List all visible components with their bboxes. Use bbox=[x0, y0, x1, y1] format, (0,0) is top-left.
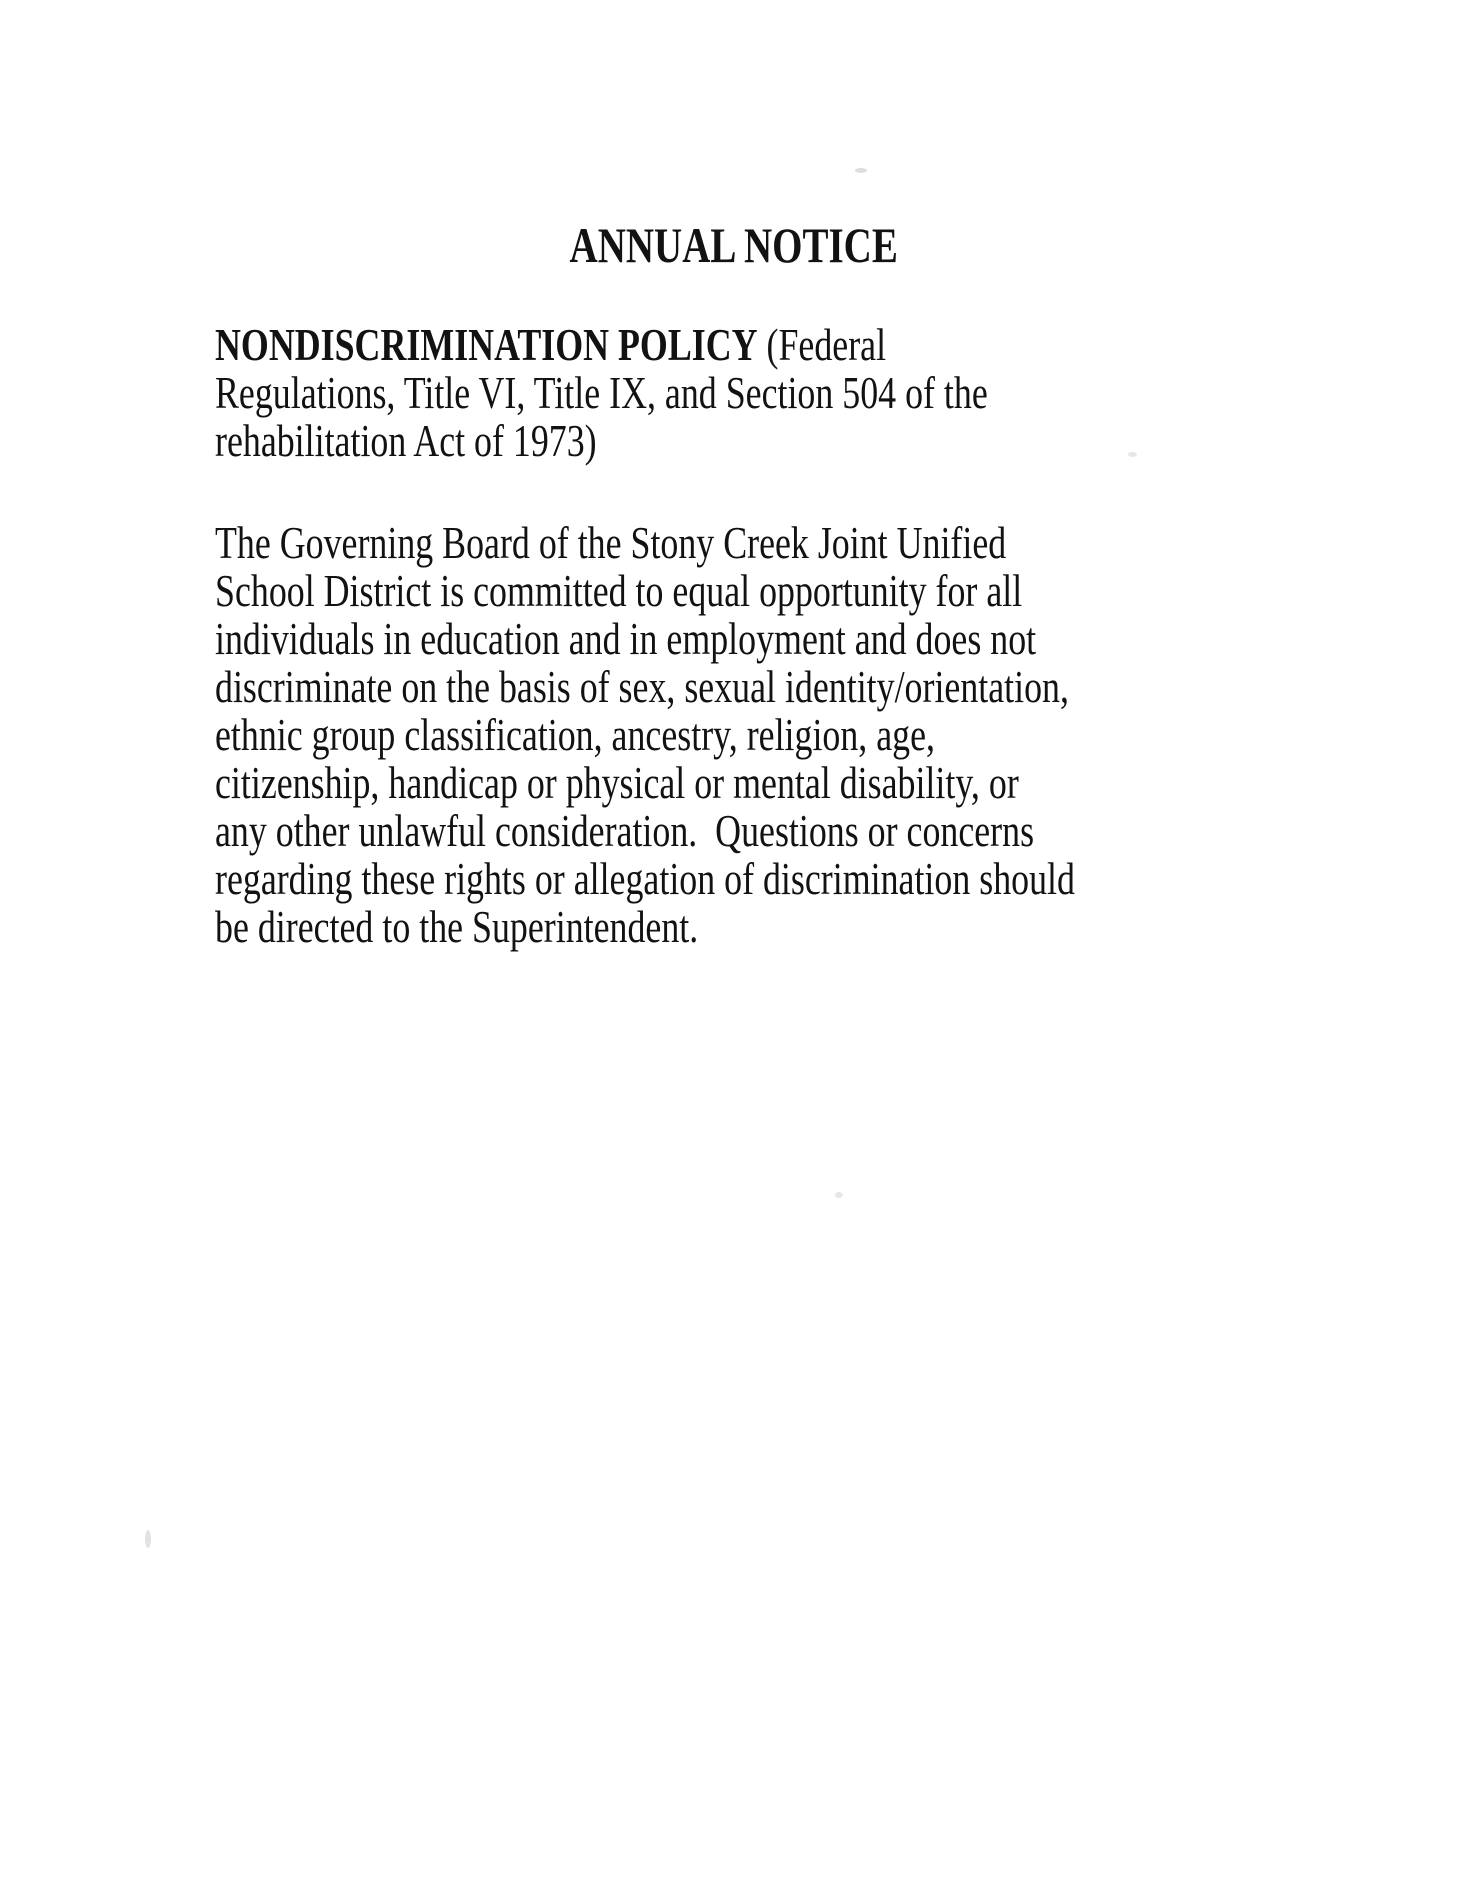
body-line: discriminate on the basis of sex, sexual identity/orientation, bbox=[215, 661, 1069, 712]
policy-heading-rest-of-line: (Federal bbox=[757, 319, 887, 370]
policy-heading-line: Regulations, Title VI, Title IX, and Section 504 of the bbox=[215, 367, 988, 418]
document-title: ANNUAL NOTICE bbox=[569, 217, 898, 273]
policy-heading-bold-text: NONDISCRIMINATION POLICY bbox=[215, 319, 758, 370]
body-line: any other unlawful consideration. Questions or concerns bbox=[215, 805, 1035, 856]
body-line: be directed to the Superintendent. bbox=[215, 901, 699, 952]
body-line: individuals in education and in employment and does not bbox=[215, 613, 1037, 664]
body-line: regarding these rights or allegation of discrimination should bbox=[215, 853, 1075, 904]
policy-body-paragraph bbox=[215, 519, 1252, 951]
scan-artifact bbox=[145, 1530, 151, 1548]
policy-heading-line bbox=[215, 321, 1252, 369]
policy-heading-line: rehabilitation Act of 1973) bbox=[215, 415, 597, 466]
body-line: The Governing Board of the Stony Creek Joint Unified bbox=[215, 517, 1007, 568]
scan-artifact bbox=[1128, 452, 1137, 457]
notice-document bbox=[215, 0, 1252, 951]
body-line: School District is committed to equal opportunity for all bbox=[215, 565, 1023, 616]
body-line: ethnic group classification, ancestry, religion, age, bbox=[215, 709, 936, 760]
policy-heading-paragraph bbox=[215, 321, 1252, 465]
scan-artifact bbox=[835, 1192, 843, 1198]
body-line: citizenship, handicap or physical or mental disability, or bbox=[215, 757, 1019, 808]
scan-artifact bbox=[855, 168, 867, 173]
